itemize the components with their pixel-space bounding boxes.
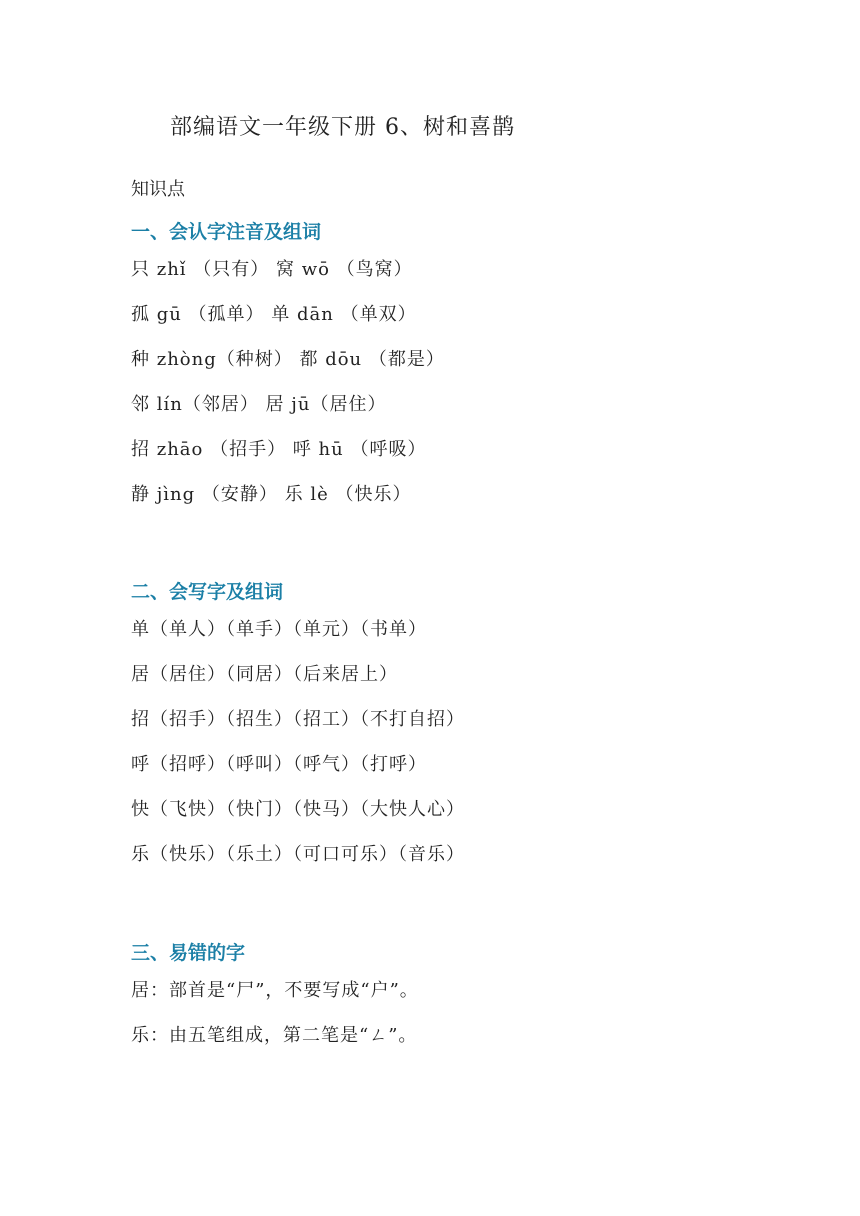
list-item: 乐（快乐）（乐土）（可口可乐）（音乐） <box>131 844 465 865</box>
section-common-mistakes <box>131 938 781 1058</box>
document-subtitle: 知识点 <box>131 179 185 200</box>
list-item: 静 jìng （安静） 乐 lè （快乐） <box>131 484 412 505</box>
list-item: 招（招手）（招生）（招工）（不打自招） <box>131 709 465 730</box>
list-item: 只 zhǐ （只有） 窝 wō （鸟窝） <box>131 259 413 280</box>
list-item: 邻 lín（邻居） 居 jū（居住） <box>131 394 387 415</box>
list-item: 居：部首是“尸”，不要写成“户”。 <box>131 980 419 1001</box>
section-heading: 二、会写字及组词 <box>131 581 284 603</box>
section-recognize-characters <box>131 217 781 517</box>
document-title: 部编语文一年级下册 6、树和喜鹊 <box>170 115 515 140</box>
list-item: 孤 gū （孤单） 单 dān （单双） <box>131 304 417 325</box>
section-heading: 三、易错的字 <box>131 942 246 964</box>
list-item: 招 zhāo （招手） 呼 hū （呼吸） <box>131 439 427 460</box>
list-item: 居（居住）（同居）（后来居上） <box>131 664 398 685</box>
list-item: 单（单人）（单手）（单元）（书单） <box>131 619 427 640</box>
list-item: 乐：由五笔组成，第二笔是“ㄥ”。 <box>131 1025 418 1046</box>
list-item: 种 zhòng（种树） 都 dōu （都是） <box>131 349 445 370</box>
section-write-characters <box>131 577 781 877</box>
section-heading: 一、会认字注音及组词 <box>131 221 322 243</box>
list-item: 呼（招呼）（呼叫）（呼气）（打呼） <box>131 754 427 775</box>
list-item: 快（飞快）（快门）（快马）（大快人心） <box>131 799 465 820</box>
